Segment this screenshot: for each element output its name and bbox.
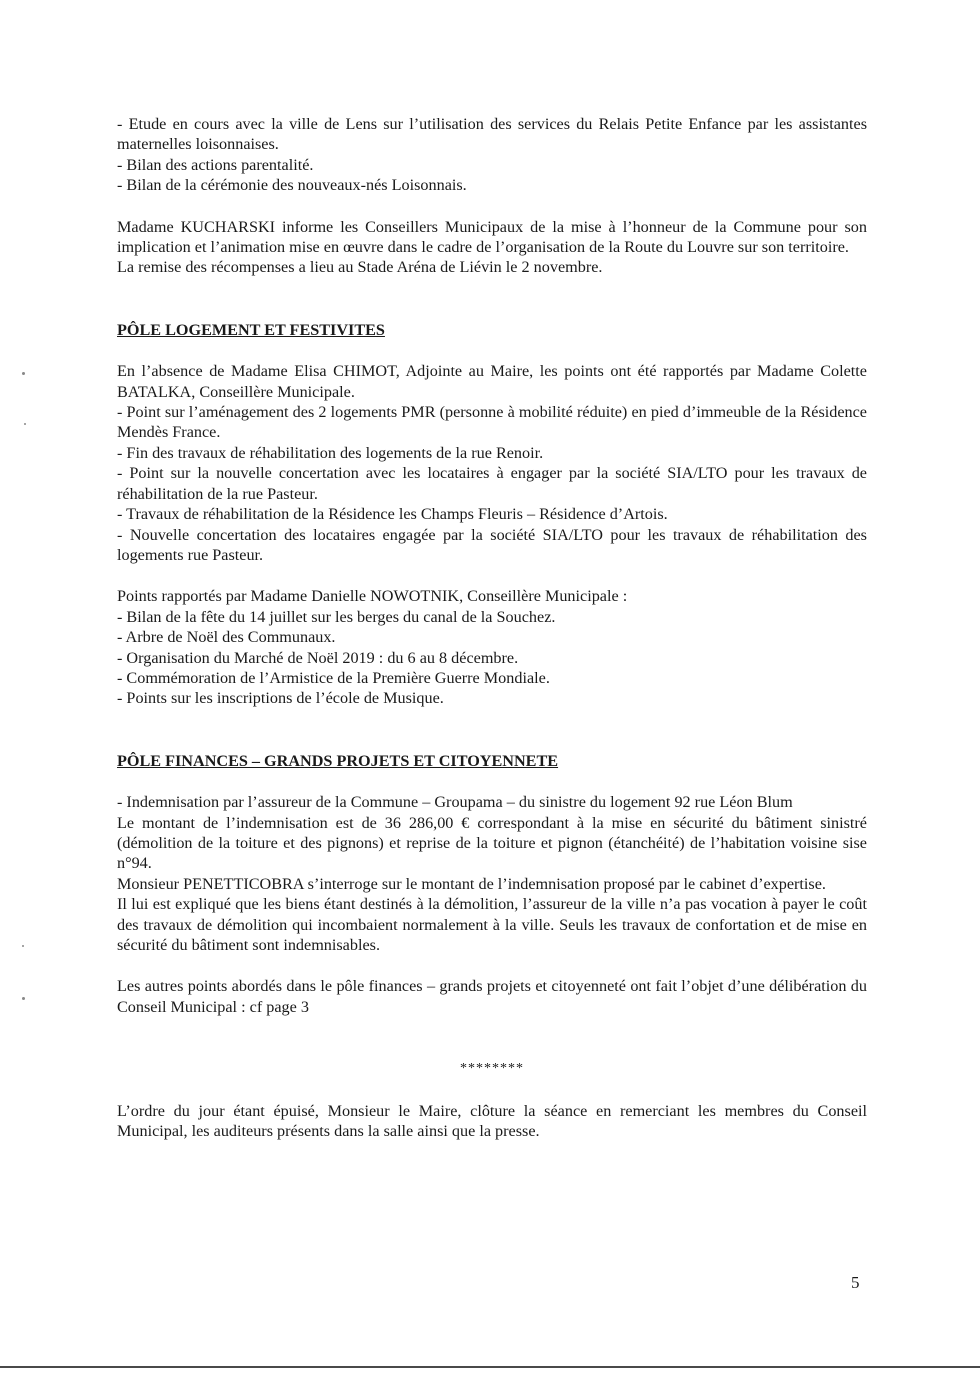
festivites-line: Points rapportés par Madame Danielle NOWOTNIK, Conseillère Municipale : [117, 587, 628, 606]
page-content [117, 114, 867, 1141]
intro-paragraph-line: La remise des récompenses a lieu au Stade Aréna de Liévin le 2 novembre. [117, 258, 603, 277]
finances-line: Il lui est expliqué que les biens étant destinés à la démolition, l’assureur de la ville n’a pas vocation à payer le coût des travaux de démolition qui incombaient normalement à la ville. Seuls les travaux de confortation et de mise en sécurité du bâtiment sont indemnisables. [117, 895, 867, 954]
logement-line: - Point sur l’aménagement des 2 logements PMR (personne à mobilité réduite) en pied d’immeuble de la Résidence Mendès France. [117, 403, 867, 442]
scan-speck [22, 372, 25, 375]
festivites-line: - Arbre de Noël des Communaux. [117, 628, 336, 647]
page-number: 5 [851, 1273, 860, 1292]
closing-text: L’ordre du jour étant épuisé, Monsieur le Maire, clôture la séance en remerciant les membres du Conseil Municipal, les auditeurs présents dans la salle ainsi que la presse. [117, 1101, 867, 1141]
festivites-line: - Bilan de la fête du 14 juillet sur les berges du canal de la Souchez. [117, 607, 556, 626]
festivites-line: - Organisation du Marché de Noël 2019 : du 6 au 8 décembre. [117, 648, 519, 667]
festivites-line: - Commémoration de l’Armistice de la Première Guerre Mondiale. [117, 668, 550, 687]
scan-speck [24, 423, 26, 425]
intro-paragraph [117, 217, 867, 278]
intro-line: - Etude en cours avec la ville de Lens sur l’utilisation des services du Relais Petite Enfance par les assistantes maternelles loisonnaises. [117, 115, 867, 154]
scan-speck [22, 997, 25, 1000]
closing-paragraph [117, 1101, 867, 1142]
festivites-line: - Points sur les inscriptions de l’école de Musique. [117, 689, 444, 708]
logement-line: - Point sur la nouvelle concertation avec les locataires à engager par la société SIA/LTO pour les travaux de réhabilitation de la rue Pasteur. [117, 464, 867, 503]
finances-other-text: Les autres points abordés dans le pôle finances – grands projets et citoyenneté ont fait l’objet d’une délibération du Conseil Municipal : cf page 3 [117, 977, 867, 1016]
heading-pole-logement: PÔLE LOGEMENT ET FESTIVITES [117, 320, 385, 339]
intro-line: - Bilan des actions parentalité. [117, 155, 314, 174]
intro-list [117, 114, 867, 196]
logement-line: - Nouvelle concertation des locataires engagée par la société SIA/LTO pour les travaux de réhabilitation des logements rue Pasteur. [117, 525, 867, 564]
logement-list [117, 361, 867, 565]
festivites-list [117, 586, 867, 708]
scan-bottom-edge [0, 1366, 980, 1368]
scan-speck [22, 945, 24, 947]
logement-line: - Travaux de réhabilitation de la Résidence les Champs Fleuris – Résidence d’Artois. [117, 505, 668, 524]
intro-paragraph-line: Madame KUCHARSKI informe les Conseillers Municipaux de la mise à l’honneur de la Commune pour son implication et l’animation mise en œuvre dans le cadre de l’organisation de la Route du Louvre sur son territoire. [117, 217, 867, 257]
intro-line: - Bilan de la cérémonie des nouveaux-nés Loisonnais. [117, 176, 467, 195]
finances-list [117, 792, 867, 955]
separator-stars: ******** [460, 1061, 524, 1077]
finances-line: - Indemnisation par l’assureur de la Commune – Groupama – du sinistre du logement 92 rue Léon Blum [117, 793, 793, 812]
finances-other [117, 976, 867, 1017]
logement-line: En l’absence de Madame Elisa CHIMOT, Adjointe au Maire, les points ont été rapportés par Madame Colette BATALKA, Conseillère Municipale. [117, 362, 867, 401]
finances-line: Le montant de l’indemnisation est de 36 286,00 € correspondant à la mise en sécurité du bâtiment sinistré (démolition de la toiture et des pignons) et reprise de la toiture et pignon (étanchéité) de l’habitation voisine sise n°94. [117, 813, 867, 873]
logement-line: - Fin des travaux de réhabilitation des logements de la rue Renoir. [117, 443, 544, 462]
heading-pole-finances: PÔLE FINANCES – GRANDS PROJETS ET CITOYENNETE [117, 751, 559, 770]
finances-line: Monsieur PENETTICOBRA s’interroge sur le montant de l’indemnisation proposé par le cabinet d’expertise. [117, 874, 826, 893]
